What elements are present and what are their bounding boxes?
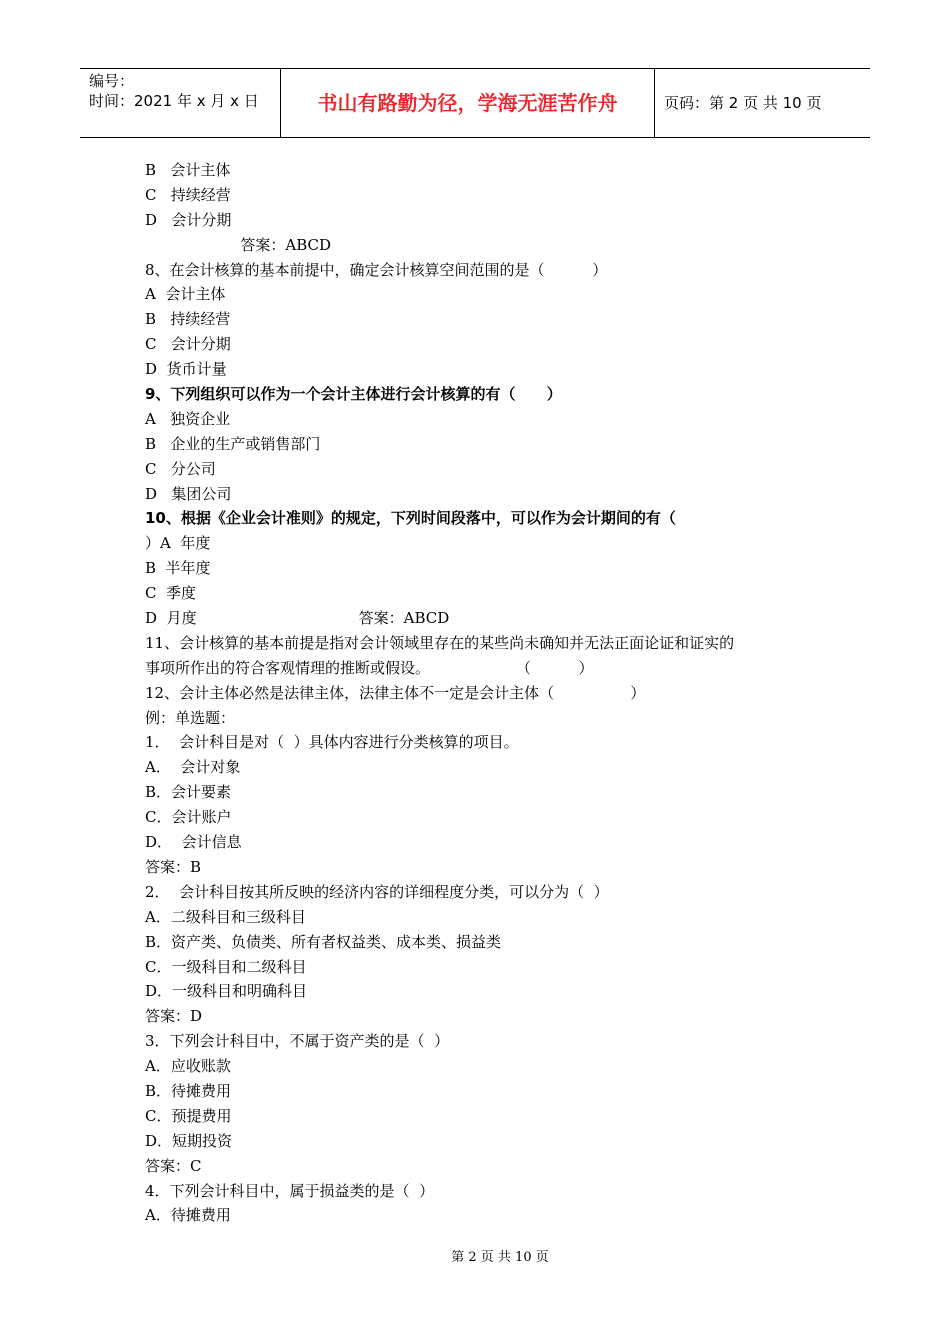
- text-line: 答案：C: [145, 1156, 202, 1175]
- text-line: A．应收账款: [145, 1057, 231, 1076]
- text-line: 10、根据《企业会计准则》的规定，下列时间段落中，可以作为会计期间的有（: [145, 509, 676, 528]
- page-footer: [0, 1246, 950, 1265]
- text-line: 2． 会计科目按其所反映的经济内容的详细程度分类，可以分为（ ）: [145, 882, 609, 901]
- text-line: B．资产类、负债类、所有者权益类、成本类、损益类: [145, 932, 502, 951]
- header-motto: 书山有路勤为径，学海无涯苦作舟: [281, 69, 655, 137]
- text-line: 8、在会计核算的基本前提中，确定会计核算空间范围的是（ ）: [145, 260, 608, 279]
- text-line: 答案：ABCD: [145, 235, 331, 254]
- document-body: [145, 158, 825, 1228]
- text-line: C．一级科目和二级科目: [145, 957, 307, 976]
- text-line: A 独资企业: [145, 409, 231, 428]
- text-line: 事项所作出的符合客观情理的推断或假设。 （ ）: [145, 658, 594, 677]
- text-line: A 会计主体: [145, 285, 226, 304]
- page-header: [80, 68, 870, 138]
- text-line: 答案：B: [145, 857, 202, 876]
- header-left-cell: [80, 69, 281, 137]
- text-line: D．短期投资: [145, 1131, 233, 1150]
- text-line: B．待摊费用: [145, 1081, 232, 1100]
- text-line: C 会计分期: [145, 335, 231, 354]
- text-line: 答案：D: [145, 1007, 203, 1026]
- code-label: 编号：: [89, 72, 135, 90]
- text-line: D 集团公司: [145, 484, 232, 503]
- text-line: ）A 年度: [145, 534, 211, 553]
- time-label: 时间：2021 年 x 月 x 日: [89, 92, 259, 110]
- text-line: D 货币计量: [145, 360, 227, 379]
- text-line: B 会计主体: [145, 161, 231, 179]
- text-line: 1． 会计科目是对（ ）具体内容进行分类核算的项目。: [145, 733, 519, 752]
- text-line: A． 会计对象: [145, 758, 241, 777]
- text-line: A．二级科目和三级科目: [145, 907, 306, 926]
- text-line: D． 会计信息: [145, 833, 242, 852]
- text-line: C 持续经营: [145, 185, 231, 204]
- text-line: 例：单选题：: [145, 708, 236, 727]
- text-line: D 会计分期: [145, 210, 232, 229]
- text-line: 3．下列会计科目中，不属于资产类的是（ ）: [145, 1032, 450, 1051]
- text-line: C．预提费用: [145, 1106, 232, 1125]
- text-line: C 季度: [145, 584, 197, 603]
- text-line: C 分公司: [145, 459, 216, 478]
- text-line: 4．下列会计科目中，属于损益类的是（ ）: [145, 1181, 435, 1200]
- text-line: 12、会计主体必然是法律主体，法律主体不一定是会计主体（ ）: [145, 683, 646, 702]
- text-line: 11、会计核算的基本前提是指对会计领域里存在的某些尚未确知并无法正面论证和证实的: [145, 633, 735, 652]
- text-line: B 持续经营: [145, 310, 231, 329]
- text-line: C．会计账户: [145, 808, 232, 827]
- text-line: B．会计要素: [145, 783, 232, 802]
- text-line: 9、下列组织可以作为一个会计主体进行会计核算的有（ ）: [145, 385, 562, 404]
- text-line: B 半年度: [145, 559, 211, 578]
- header-page-label: 页码：第 2 页 共 10 页: [664, 94, 822, 112]
- text-line: D．一级科目和明确科目: [145, 982, 308, 1001]
- text-line: D 月度 答案：ABCD: [145, 609, 450, 628]
- footer-page-number: 第 2 页 共 10 页: [451, 1250, 549, 1265]
- text-line: A．待摊费用: [145, 1206, 231, 1225]
- text-line: B 企业的生产或销售部门: [145, 434, 321, 453]
